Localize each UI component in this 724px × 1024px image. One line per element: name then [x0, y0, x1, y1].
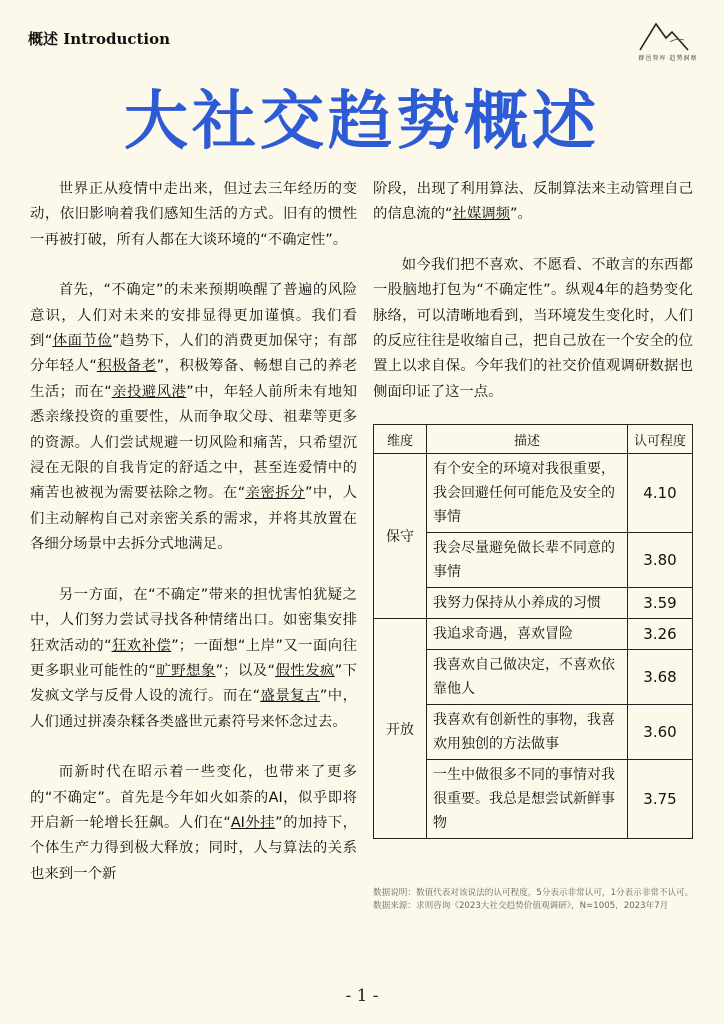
left-column	[30, 177, 357, 912]
paragraph: 而新时代在昭示着一些变化，也带来了更多的“不确定”。首先是今年如火如荼的AI，似乎即将开启新一轮增长狂飙。人们在“AI外挂”的加持下，个体生产力得到极大释放；同时，人与算法的关系也来到一个新	[30, 764, 357, 882]
trend-term: 体面节俭	[52, 333, 113, 350]
trend-term: AI外挂	[230, 814, 276, 831]
section-label: 概述 Introduction	[28, 30, 171, 48]
logo-text: 群邑智库 趋势洞察	[638, 55, 698, 62]
trend-term: 社媒调频	[452, 206, 510, 223]
score-cell: 3.26	[628, 619, 693, 650]
paragraph: 阶段，出现了利用算法、反制算法来主动管理自己的信息流的“社媒调频”。	[373, 181, 693, 223]
table-notes	[373, 887, 698, 913]
score-cell: 3.60	[628, 705, 693, 760]
survey-table	[373, 424, 693, 839]
paragraph: 如今我们把不喜欢、不愿看、不敢言的东西都一股脑地打包为“不确定性”。纵观4年的趋势变化脉络，可以清晰地看到，当环境发生变化时，人们的反应往往是收缩自己，把自己放在一个安全的位置上以求自保。今年我们的社交价值观调研数据也侧面印证了这一点。	[373, 256, 693, 400]
trend-term: 盛景复古	[260, 688, 320, 705]
mountain-logo-icon	[636, 20, 700, 52]
score-cell: 4.10	[628, 454, 693, 533]
dimension-cell: 保守	[374, 454, 427, 619]
description-cell: 我喜欢自己做决定，不喜欢依靠他人	[427, 650, 628, 705]
table-row	[374, 454, 693, 533]
table-row	[374, 619, 693, 650]
right-column	[373, 177, 693, 430]
description-cell: 我会尽量避免做长辈不同意的事情	[427, 533, 628, 588]
description-cell: 有个安全的环境对我很重要，我会回避任何可能危及安全的事情	[427, 454, 628, 533]
description-cell: 一生中做很多不同的事情对我很重要。我总是想尝试新鲜事物	[427, 760, 628, 839]
column-header: 认可程度	[628, 425, 693, 454]
score-cell: 3.68	[628, 650, 693, 705]
trend-term: 亲密拆分	[245, 485, 306, 502]
data-note: 数据说明：数值代表对该说法的认可程度，5分表示非常认可，1分表示非常不认可。	[373, 888, 694, 898]
trend-term: 积极备老	[96, 358, 157, 375]
trend-term: 旷野想象	[155, 662, 216, 679]
paragraph: 首先，“不确定”的未来预期唤醒了普遍的风险意识，人们对未来的安排显得更加谨慎。我们看到“体面节俭”趋势下，人们的消费更加保守；有部分年轻人“积极备老”，积极筹备、畅想自己的养老生活；而在“亲投避风港”中，年轻人前所未有地知悉亲缘投资的重要性，从而争取父母、祖辈等更多的资源。人们尝试规避一切风险和痛苦，只希望沉浸在无限的自我肯定的舒适之中，甚至连爱情中的痛苦也被视为需要祛除之物。在“亲密拆分”中，人们主动解构自己对亲密关系的需求，并将其放置在各细分场景中去拆分式地满足。	[30, 282, 357, 553]
trend-term: 亲投避风港	[111, 383, 187, 400]
dimension-cell: 开放	[374, 619, 427, 839]
page-number: - 1 -	[345, 986, 379, 1006]
score-cell: 3.75	[628, 760, 693, 839]
trend-term: 狂欢补偿	[111, 637, 172, 654]
score-cell: 3.80	[628, 533, 693, 588]
description-cell: 我努力保持从小养成的习惯	[427, 588, 628, 619]
description-cell: 我追求奇遇，喜欢冒险	[427, 619, 628, 650]
paragraph: 另一方面，在“不确定”带来的担忧害怕犹疑之中，人们努力尝试寻找各种情绪出口。如密集安排狂欢活动的“狂欢补偿”；一面想“上岸”又一面向往更多职业可能性的“旷野想象”；以及“假性发疯”下发疯文学与反骨人设的流行。而在“盛景复古”中，人们通过拼凑杂糅各类盛世元素符号来怀念过去。	[30, 586, 357, 730]
paragraph: 世界正从疫情中走出来，但过去三年经历的变动，依旧影响着我们感知生活的方式。旧有的惯性一再被打破，所有人都在大谈环境的“不确定性”。	[30, 181, 357, 248]
description-cell: 我喜欢有创新性的事物，我喜欢用独创的方法做事	[427, 705, 628, 760]
column-header: 维度	[374, 425, 427, 454]
table-header-row	[374, 425, 693, 454]
page-title: 大社交趋势概述	[124, 84, 600, 159]
score-cell: 3.59	[628, 588, 693, 619]
data-source: 数据来源：求则咨询《2023大社交趋势价值观调研》，N=1005，2023年7月	[373, 901, 669, 911]
column-header: 描述	[427, 425, 628, 454]
brand-logo	[636, 20, 700, 64]
trend-term: 假性发疯	[275, 662, 335, 679]
